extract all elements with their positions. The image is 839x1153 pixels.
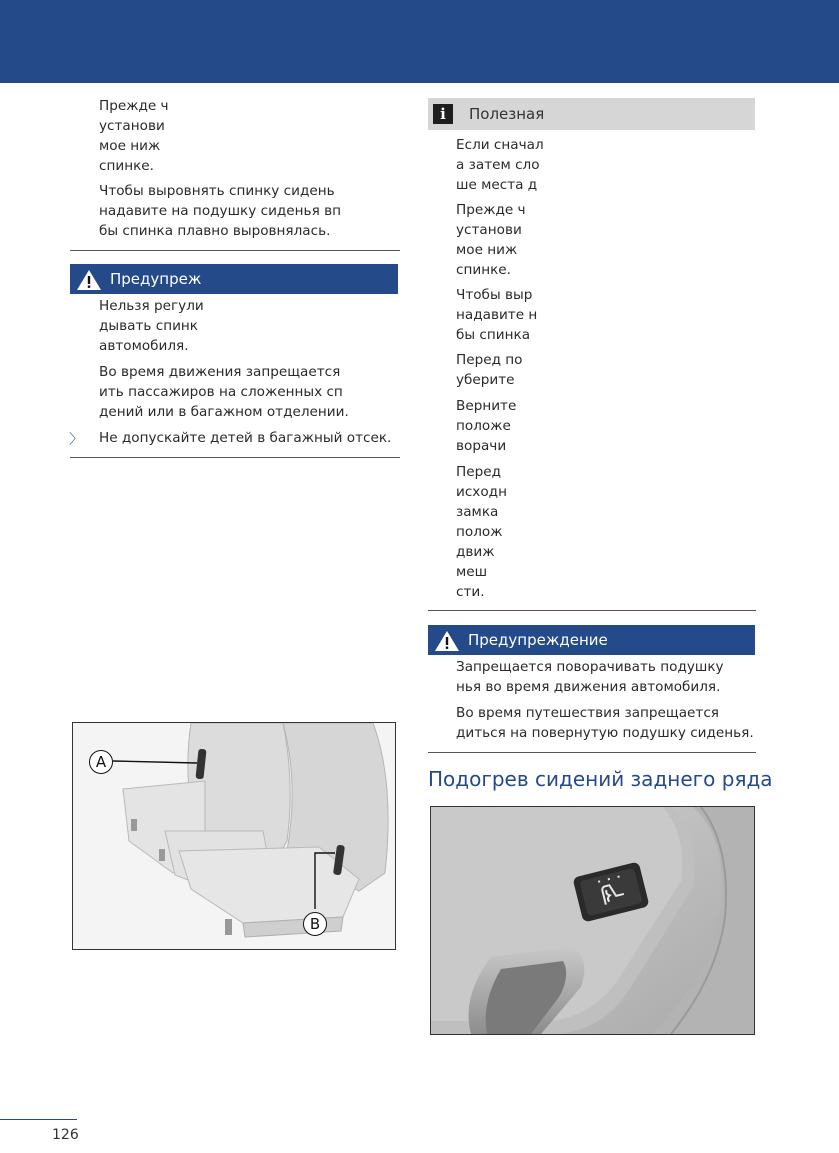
- info-paragraph-3: Чтобы выр надавите н бы спинка: [456, 287, 538, 343]
- info-paragraph-2: Прежде ч установи мое ниж спинке.: [456, 202, 526, 278]
- seat-heating-button-figure: [430, 806, 755, 1035]
- info-title: Полезная: [469, 105, 545, 123]
- info-paragraph-4: Перед по уберите: [456, 352, 523, 388]
- info-paragraph-6: Перед исходн замка полож движ меш сти.: [456, 464, 507, 600]
- warning-banner-left: [70, 264, 398, 294]
- warning-paragraph-2: Во время движения запрещается ить пассажиров на сложенных сп дений или в багажном отделении.: [99, 364, 349, 420]
- info-paragraph-1: Если сначал а затем сло ше места д: [456, 137, 544, 193]
- divider: [70, 250, 400, 251]
- page-number: 126: [52, 1127, 79, 1143]
- rear-seat-illustration: [73, 723, 395, 949]
- warning-title: Предупреждение: [468, 631, 608, 649]
- info-paragraph-5: Верните положе ворачи: [456, 398, 517, 454]
- right-warning-paragraph-2: Во время путешествия запрещается диться на повернутую подушку сиденья.: [456, 705, 754, 741]
- warning-triangle-icon: [76, 269, 102, 291]
- info-icon: i: [433, 104, 453, 124]
- door-panel-photo: [431, 807, 754, 1034]
- left-paragraph-2: Чтобы выровнять спинку сидень надавите на подушку сиденья вп бы спинка плавно выровнялась.: [99, 183, 341, 239]
- footer-rule: [0, 1119, 77, 1120]
- left-paragraph-1: Прежде ч установи мое ниж спинке.: [99, 98, 169, 174]
- warning-bullet: Не допускайте детей в багажный отсек.: [99, 430, 392, 446]
- callout-a-label: A: [89, 750, 113, 774]
- section-heading: Подогрев сидений заднего ряда: [428, 767, 773, 791]
- callout-b-label: B: [303, 912, 327, 936]
- warning-paragraph-1: Нельзя регули дывать спинк автомобиля.: [99, 298, 204, 354]
- divider: [428, 752, 756, 753]
- warning-triangle-icon: [434, 630, 460, 652]
- divider: [428, 610, 756, 611]
- right-warning-paragraph-1: Запрещается поворачивать подушку нья во время движения автомобиля.: [456, 659, 724, 695]
- header-bar: [0, 0, 839, 83]
- divider: [70, 457, 400, 458]
- rear-seat-figure: [72, 722, 396, 950]
- warning-title: Предупреж: [110, 270, 202, 288]
- warning-banner-right: [428, 625, 755, 655]
- info-banner: [428, 98, 755, 130]
- bullet-chevron-icon: 〉: [69, 432, 83, 448]
